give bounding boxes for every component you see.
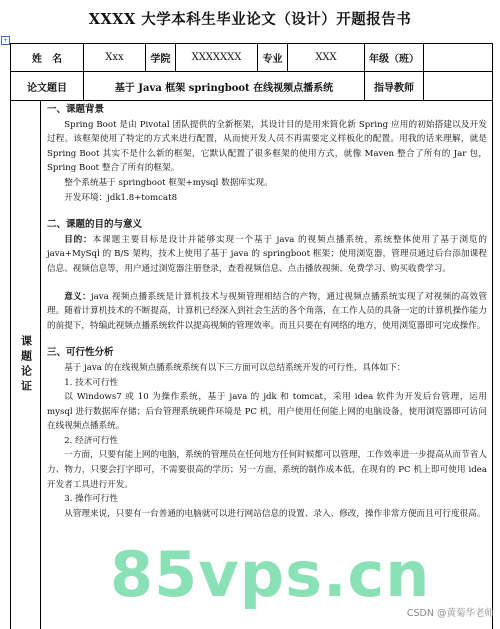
purpose-label: 目的： <box>64 234 93 245</box>
tech-feasibility-title: 1. 技术可行性 <box>64 377 119 388</box>
econ-feasibility-title: 2. 经济可行性 <box>64 435 119 446</box>
topic-label: 论文题目 <box>11 72 84 100</box>
topic-row <box>11 72 492 101</box>
grade-value <box>424 44 492 71</box>
significance-text: java 视频点播系统是计算机技术与视频管理相结合的产物，通过视频点播系统实现了对视频的高效管理。随着计算机技术的不断提高，计算机已经深入到社会生活的各个角落，在工作人员的具备一定的计算机操作能力的前提下，特编此视频点播系统软件以提高视频的管理效率。而且只要在有网络的地方，使用浏览器即可完成操作。 <box>47 291 487 331</box>
document-title: XXXX 大学本科生毕业论文（设计）开题报告书 <box>88 11 412 28</box>
table-anchor-icon[interactable]: + <box>2 37 9 44</box>
econ-feasibility-body: 一方面，只要有能上网的电脑，系统的管理员在任何地方任何时候都可以管理，工作效率进一步提高从而节省人力、物力，只要会打字即可，不需要很高的学历；另一方面，系统的制作成本低，在现有的 PC 机上即可使用 idea 开发者工具进行开发。 <box>47 450 487 490</box>
op-feasibility-body: 从管理来说，只要有一台普通的电脑就可以进行网站信息的设置、录入、修改，操作非常方便而且可行度很高。 <box>64 508 486 519</box>
school-label: 学院 <box>146 44 176 71</box>
purpose-heading: 二、课题的目的与意义 <box>47 219 143 231</box>
advisor-value <box>424 72 492 100</box>
section-label-cell <box>11 101 41 629</box>
grade-label: 年级（班） <box>365 44 424 71</box>
background-stack: 整个系统基于 springboot 框架+mysql 数据库实现。 <box>64 177 273 188</box>
significance-label: 意义： <box>64 291 92 302</box>
section-label: 课题论证 <box>19 335 33 395</box>
major-label: 专业 <box>258 44 288 71</box>
background-heading: 一、课题背景 <box>47 104 105 115</box>
purpose-text: 本课题主要目标是设计并能够实现一个基于 java 的视频点播系统，系统整体使用了基于浏览的 java+MySql 的 B/S 架构，技术上使用了基于 java 的 springboot 框架；使用浏览器，管理员通过后台添加课程信息、视频信息等，用户通过浏览器注册登录，查看视频信息、点击播放视频、免费学习、购买收费学习。 <box>47 234 487 274</box>
feasibility-intro: 基于 java 的在线视频点播系统系统有以下三方面可以总结系统开发的可行性，具体如下： <box>64 362 406 373</box>
purpose-paragraph <box>47 233 487 277</box>
school-value: XXXXXXX <box>176 44 258 71</box>
proposal-content <box>41 101 492 629</box>
tech-feasibility-body: 以 Windows7 或 10 为操作系统，基于 java 的 jdk 和 tomcat，采用 idea 软件为开发后台管理，运用 mysql 进行数据库存储；后台管理系统硬件环境是 PC 机，用户使用任何能上网的电脑设备，使用浏览器即可访问在线视频点播系统。 <box>47 392 487 432</box>
advisor-label: 指导教师 <box>365 72 424 100</box>
topic-value: 基于 Java 框架 springboot 在线视频点播系统 <box>84 72 365 100</box>
background-paragraph: Spring Boot 是由 Pivotal 团队提供的全新框架，其设计目的是用来简化新 Spring 应用的初始搭建以及开发过程。该框架使用了特定的方式来进行配置，从而使开发人员不再需要定义样板化的配置。用我的话来理解，就是 Spring Boot 其实不是什么新的框架，它默认配置了很多框架的使用方式，就像 Maven 整合了所有的 Jar 包，Spring Boot 整合了所有的框架。 <box>47 119 487 174</box>
proposal-table <box>10 43 493 629</box>
site-watermark: 85vps.cn <box>110 538 431 611</box>
csdn-credit: CSDN @黄菊华老师 <box>406 608 494 619</box>
name-label: 姓 名 <box>11 44 84 71</box>
info-row <box>11 44 492 72</box>
background-env: 开发环境：jdk1.8+tomcat8 <box>64 192 178 203</box>
feasibility-heading: 三、可行性分析 <box>47 347 114 359</box>
name-value: Xxx <box>84 44 146 71</box>
major-value: XXX <box>288 44 365 71</box>
op-feasibility-title: 3. 操作可行性 <box>64 494 119 505</box>
significance-paragraph <box>47 290 487 334</box>
